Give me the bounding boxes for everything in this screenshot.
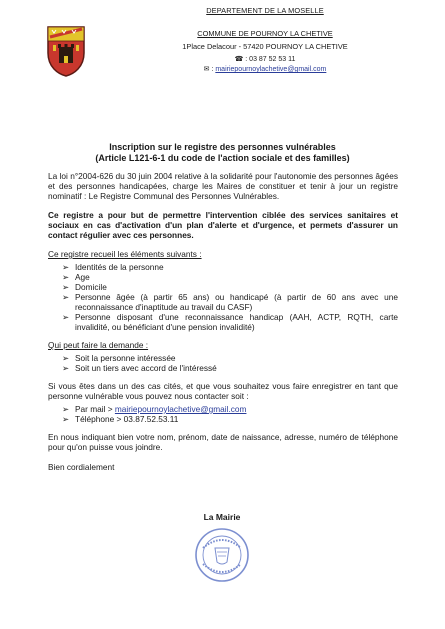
law-paragraph: La loi n°2004-626 du 30 juin 2004 relative à la solidarité pour l'autonomie des personnes âgées et des personnes handicapées, charge les Maires de constituer et tenir à jour un registre nominatif : Le Registre Communal des Personnes Vulnérables. bbox=[48, 171, 398, 201]
contact-list bbox=[48, 404, 398, 424]
list-item: ➢ Age bbox=[62, 272, 90, 282]
coat-of-arms-logo bbox=[46, 25, 86, 77]
contact-email-link[interactable]: mairiepournoylachetive@gmail.com bbox=[114, 404, 247, 414]
list-item: ➢ Domicile bbox=[62, 282, 107, 292]
info-paragraph: En nous indiquant bien votre nom, prénom, date de naissance, adresse, numéro de téléphone pour qu'on puisse vous joindre. bbox=[48, 432, 398, 452]
arrow-bullet-icon: ➢ bbox=[62, 353, 69, 363]
arrow-bullet-icon: ➢ bbox=[62, 363, 69, 373]
contact-paragraph: Si vous êtes dans un des cas cités, et que vous souhaitez vous faire enregistrer en tant que personne vulnérable vous pouvez nous contacter soit : bbox=[48, 381, 398, 401]
arrow-bullet-icon: ➢ bbox=[62, 292, 69, 302]
phone-icon: ☎ : bbox=[234, 56, 250, 63]
phone-line bbox=[150, 55, 380, 65]
who-heading: Qui peut faire la demande : bbox=[48, 340, 149, 350]
envelope-icon: ✉ : bbox=[203, 66, 216, 73]
arrow-bullet-icon: ➢ bbox=[62, 414, 69, 424]
commune-address: 1Place Delacour - 57420 POURNOY LA CHETIVE bbox=[182, 42, 348, 51]
document-title bbox=[40, 142, 405, 164]
email-link[interactable]: mairiepournoylachetive@gmail.com bbox=[215, 66, 327, 73]
list-item: ➢ Personne disposant d'une reconnaissance handicap (AAH, ACTP, RQTH, carte invalidité, ou bénéficiant d'une pension invalidité) bbox=[62, 312, 398, 332]
list-item: ➢ Personne âgée (à partir 65 ans) ou handicapé (à partir de 60 ans avec une reconnaissance d'inaptitude au travail du CASF) bbox=[62, 292, 398, 312]
arrow-bullet-icon: ➢ bbox=[62, 404, 69, 414]
arrow-bullet-icon: ➢ bbox=[62, 282, 69, 292]
list-item: ➢ Identités de la personne bbox=[62, 262, 164, 272]
closing-text: Bien cordialement bbox=[48, 462, 115, 472]
department-name: DEPARTEMENT DE LA MOSELLE bbox=[206, 6, 324, 15]
elements-list bbox=[48, 262, 398, 332]
commune-name: COMMUNE DE POURNOY LA CHETIVE bbox=[197, 29, 333, 38]
signature-label: La Mairie bbox=[203, 512, 241, 522]
list-item: ➢ Soit la personne intéressée bbox=[62, 353, 176, 363]
letterhead bbox=[150, 6, 380, 75]
title-line-1: Inscription sur le registre des personnes vulnérables bbox=[109, 142, 336, 152]
email-line bbox=[150, 65, 380, 75]
title-line-2: (Article L121-6-1 du code de l'action sociale et des familles) bbox=[95, 153, 350, 163]
signature-block bbox=[176, 512, 268, 584]
contact-phone-number: 03.87.52.53.11 bbox=[123, 414, 179, 424]
arrow-bullet-icon: ➢ bbox=[62, 312, 69, 322]
who-list bbox=[48, 353, 398, 373]
contact-mail-item: ➢ Par mail > mairiepournoylachetive@gmail.com bbox=[62, 404, 247, 414]
arrow-bullet-icon: ➢ bbox=[62, 272, 69, 282]
arrow-bullet-icon: ➢ bbox=[62, 262, 69, 272]
official-stamp-logo bbox=[193, 526, 251, 584]
contact-phone-item: ➢ Téléphone > 03.87.52.53.11 bbox=[62, 414, 179, 424]
list-item: ➢ Soit un tiers avec accord de l'intéressé bbox=[62, 363, 217, 373]
elements-heading: Ce registre recueil les éléments suivants : bbox=[48, 249, 202, 259]
phone-number: 03 87 52 53 11 bbox=[249, 56, 296, 63]
purpose-paragraph: Ce registre a pour but de permettre l'intervention ciblée des services sanitaires et sociaux en cas d'activation d'un plan d'alerte et d'urgence, et permets d'assurer un contact régulier avec ces personnes. bbox=[48, 210, 398, 240]
document-body bbox=[48, 171, 398, 472]
